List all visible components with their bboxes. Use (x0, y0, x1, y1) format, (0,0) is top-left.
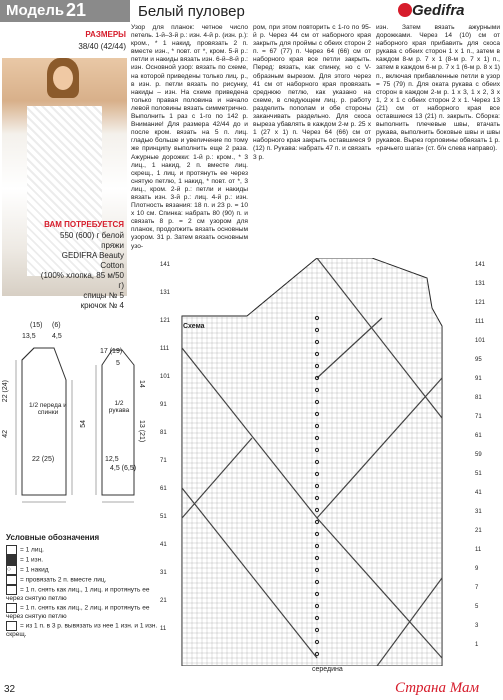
dim-label: 4,5 (52, 333, 62, 340)
row-number-right: 31 (475, 509, 482, 515)
row-number-right: 21 (475, 528, 482, 534)
row-number-left: 101 (160, 374, 171, 380)
knit-symbol-icon (6, 545, 17, 555)
row-number-left: 61 (160, 486, 167, 492)
brand-logo-icon (398, 3, 412, 17)
need-line: (100% хлопка, 85 м/50 г) (40, 271, 124, 290)
row-number-right: 131 (475, 281, 486, 287)
row-number-left: 131 (160, 290, 171, 296)
need-line: крючок № 4 (80, 301, 124, 310)
dim-label: 14 (138, 380, 145, 388)
page-number: 32 (4, 684, 16, 695)
row-number-right: 7 (475, 585, 479, 591)
dim-label: (15) (30, 322, 43, 329)
row-number-right: 9 (475, 566, 479, 572)
legend-item: = из 1 п. в 3 р. вывязать из нее 1 изн. и 1 изн. скрещ. (6, 622, 158, 638)
row-number-right: 5 (475, 604, 479, 610)
row-number-right: 111 (475, 319, 485, 325)
row-number-left: 21 (160, 598, 167, 604)
row-number-right: 51 (475, 471, 482, 477)
legend-item: = провязать 2 п. вместе лиц. (6, 575, 166, 585)
sk2p-icon (6, 603, 17, 613)
row-number-right: 41 (475, 490, 482, 496)
schema-label: Схема (183, 323, 205, 330)
legend-title: Условные обозначения (6, 533, 100, 542)
row-number-left: 111 (160, 346, 170, 352)
row-number-right: 101 (475, 338, 486, 344)
knitting-chart (172, 258, 472, 666)
row-number-right: 81 (475, 395, 482, 401)
text-column-2: ром, при этом повторить с 1-го по 95-й р. Через 44 см от наборного края закрыть для проймы с обеих сторон 2 п. = 67 (77) п. Через 64 (66) см от наборного края все петли закрыть. Перед: вязать, как спинку, но с V-образным вырезом. Для этого через 41 см от наборного края провязать среднюю петлю, как указано на схеме, в следующем лиц. р. работу разделить пополам и обе стороны заканчивать раздельно. Для скоса выреза убавлять в каждом 2-м р. 25 х 1 (27 х 1) п. Через 64 (66) см от наборного края закрыть оставшиеся 9 (12) п. Рукава: набрать 47 п. и связать 3 р. (253, 24, 371, 161)
legend-item: = 1 п. снять как лиц., 1 лиц. и протянуть ее через снятую петлю (6, 586, 150, 602)
dim-label: 22 (25) (32, 456, 55, 463)
row-number-right: 71 (475, 414, 482, 420)
dim-label: 17 (19) (100, 348, 123, 355)
text-column-1: Узор для планок: четное число петель. 1-й–3-й р.: изн. 4-й р. (изн. р.): кром., * 1 накид, провязать 2 п. вместе изн., * повт. от *, кром. 5-й р.: петли и накиды вязать изн. 6-й–8-й р.: изн. Основной узор: вязать по схеме, на которой приведены только лиц. р., в изн. р. петли вязать по рисунку, накиды – изн. На схеме приведена только правая половина и начало левой половины вязать симметрично. Выполнить 1 раз с 1-го по 142 р. Внимание! Для размера 42/44 до и после кром. вязать на 5 п. лиц. гладью больше и увеличение по тому же принципу выполнить еще 2 раза. Ажурные дорожки: 1-й р.: кром., * 3 лиц., 1 накид, 2 п. вместе лиц. скрещ., 1 лиц. и протянуть ее через снятую петлю, 1 накид, * повт. от *, 3 лиц., кром. 2-й р.: петли и накиды вязать изн. 3-й р.: лиц. 4-й р.: изн. Плотность вязания: 18 п. и 23 р. = 10 х 10 см. Спинка: набрать 80 (90) п. и связать 8 р. = 2 см узором для планок, продолжить вязать основным узором. 31 р. Затем вязать основным узо- (131, 24, 248, 250)
model-badge (0, 0, 130, 22)
row-number-left: 121 (160, 318, 171, 324)
yarn-over-icon: ○ (6, 565, 17, 575)
dim-label: 12,5 (105, 456, 119, 463)
model-label: Модель (6, 2, 65, 19)
row-number-right: 3 (475, 623, 479, 629)
increase-icon (6, 621, 17, 631)
row-number-left: 81 (160, 430, 167, 436)
dim-label: 13 (21) (138, 420, 145, 443)
purl-symbol-icon (6, 555, 17, 565)
sizes-value: 38/40 (42/44) (78, 42, 126, 51)
row-number-right: 11 (475, 547, 482, 553)
need-line: 550 (600) г белой пряжи (60, 231, 124, 250)
legend (6, 545, 166, 639)
legend-item: = 1 изн. (6, 555, 166, 565)
legend-item: ○ = 1 накид (7, 566, 49, 574)
sizes-label: РАЗМЕРЫ (85, 30, 126, 39)
row-number-right: 91 (475, 376, 482, 382)
legend-item: = 1 лиц. (6, 545, 166, 555)
row-number-right: 121 (475, 300, 486, 306)
watermark: Страна Мам (395, 680, 480, 696)
dim-label: (6) (52, 322, 61, 329)
need-line: спицы № 5 (83, 291, 124, 300)
need-line: GEDIFRA Beauty Cotton (61, 251, 124, 270)
ssk-icon (6, 585, 17, 595)
row-number-right: 59 (475, 452, 482, 458)
page-title: Белый пуловер (138, 3, 245, 20)
need-list (40, 231, 124, 311)
dim-label: 22 (24) (2, 380, 9, 403)
row-number-left: 11 (160, 626, 167, 632)
dim-label: 13,5 (22, 333, 36, 340)
sleeve-label: 1/2 рукава (108, 400, 130, 414)
row-number-right: 61 (475, 433, 482, 439)
row-number-left: 71 (160, 458, 167, 464)
k2tog-icon (6, 575, 17, 585)
row-number-left: 31 (160, 570, 167, 576)
legend-item: = 1 п. снять как лиц., 2 лиц. и протянуть ее через снятую петлю (6, 604, 150, 620)
brand-name: Gedifra (412, 2, 465, 19)
center-label: середина (312, 666, 343, 673)
row-number-left: 41 (160, 542, 167, 548)
model-number: 21 (66, 0, 87, 20)
front-back-label: 1/2 переда и спинки (29, 402, 67, 416)
row-number-left: 91 (160, 402, 167, 408)
dim-label: 54 (80, 420, 87, 428)
row-number-left: 51 (160, 514, 167, 520)
row-number-right: 95 (475, 357, 482, 363)
dim-label: 42 (2, 430, 9, 438)
row-number-right: 1 (475, 642, 479, 648)
text-column-3: изн. Затем вязать ажурными дорожками. Через 14 (10) см от наборного края прибавить для скоса рукава с обеих сторон 1 х 1 п., затем в каждом 8-м р. 7 х 1 (8-м р. 7 х 1) п., затем в каждом 6-м р. 7 х 1 (6-м р. 8 х 1) п., включая прибавленные петли в узор = 75 (79) п. Для оката рукава с обеих сторон в каждом 2-м р. 1 х 3, 1 х 2, 3 х 1, 2 х 1 с обеих сторон 2 х 1. Через 13 (21) см от наборного края все оставшиеся 13 (21) п. закрыть. Сборка: выполнить плечевые швы, втачать рукава, выполнить боковые швы и швы рукавов. Вырез горловины обвязать 1 р. «рачьего шага» (ст. б/н слева направо). (376, 24, 500, 153)
dim-label: 4,5 (6,5) (110, 465, 137, 472)
row-number-left: 141 (160, 262, 171, 268)
dim-label: 5 (116, 360, 120, 367)
need-label: ВАМ ПОТРЕБУЕТСЯ (44, 220, 124, 229)
chart-grid (172, 258, 472, 666)
row-number-right: 141 (475, 262, 486, 268)
